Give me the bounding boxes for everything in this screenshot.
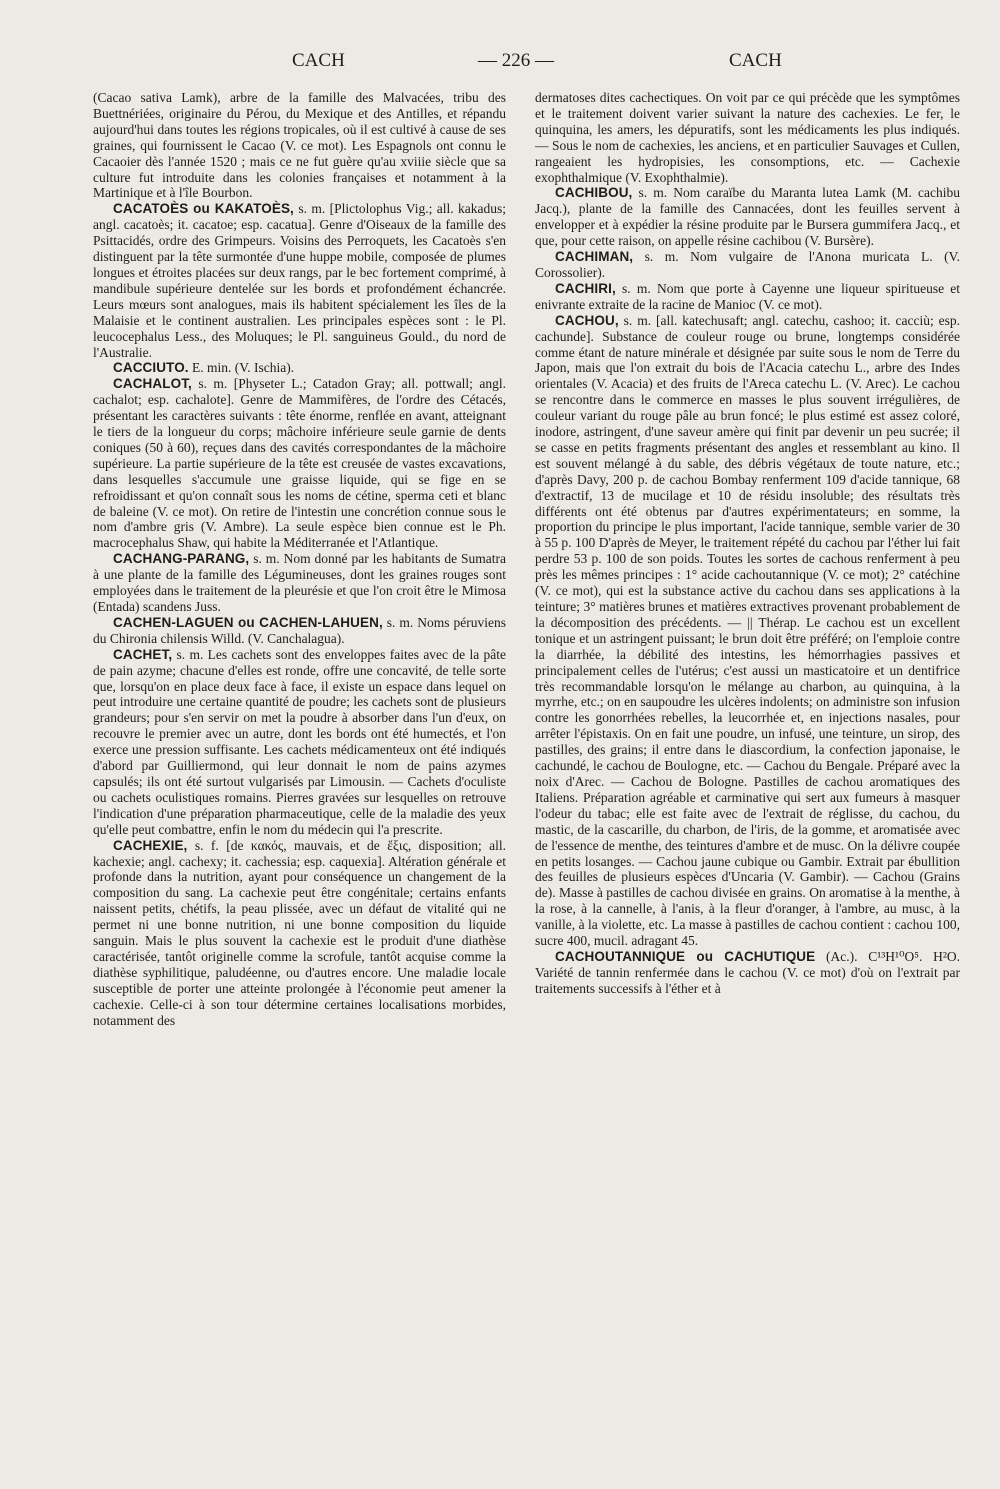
running-head-right: CACH: [729, 50, 782, 71]
entry-cachexie-continued: [535, 90, 960, 185]
entry-body: E. min. (V. Ischia).: [192, 360, 295, 376]
entry-body: s. m. Noms péruviens du Chironia chilensis Willd. (V. Canchalagua).: [93, 614, 506, 646]
entry-cachou: [535, 313, 960, 949]
headword: CACHEXIE,: [113, 837, 188, 853]
entry-cachang-parang: [93, 551, 506, 615]
page-header: [0, 50, 1000, 80]
headword: CACHIMAN,: [555, 249, 634, 265]
page-number: — 226 —: [478, 50, 554, 71]
entry-cachen-laguen: [93, 615, 506, 647]
entry-cachoutannique: [535, 949, 960, 997]
entry-cachiman: [535, 249, 960, 281]
headword: CACHOU,: [555, 312, 619, 328]
running-head-left: CACH: [292, 50, 345, 71]
entry-body: s. m. Nom que porte à Cayenne une liqueur spiritueuse et enivrante extraite de la racine de Manioc (V. ce mot).: [535, 280, 961, 312]
headword: CACCIUTO.: [113, 360, 189, 376]
entry-body: s. m. Les cachets sont des enveloppes faites avec de la pâte de pain azyme; chacune d'elles est ronde, offre une concavité, de telle sorte que, lorsqu'on en place deux face à face, il existe un espace dans lequel on peut introduire une certaine quantité de poudre; les cachets sont de plusieurs grandeurs; pour s'en servir on met la poudre à absorber dans l'un d'eux, on recouvre le premier avec un autre, dont les bords ont été humectés, et l'on exerce une pression suffisante. Les cachets médicamenteux ont été indiqués d'abord par Guilliermond, qui leur donnait le nom de pains azymes capsulés; ils ont été surtout vulgarisés par Limousin. — Cachets d'oculiste ou cachets oculistiques romains. Pierres gravées sur lesquelles on retrouve l'indication d'une préparation pharmaceutique, celle de la maladie des yeux qu'elle peut combattre, enfin le nom du médecin qui l'a prescrite.: [93, 646, 506, 837]
headword: CACHALOT,: [113, 376, 192, 392]
headword: CACHANG-PARANG,: [113, 551, 250, 567]
entry-cacciuto: [93, 360, 506, 376]
entry-cacatoes: [93, 201, 506, 360]
entry-cachibou: [535, 185, 960, 249]
entry-body: s. m. [all. katechusaft; angl. catechu, cashoo; it. cacciù; esp. cachunde]. Substance de couleur rouge ou brune, longtemps considérée comme étant de nature minérale et désignée par suite sous le nom de Terre du Japon, mais que l'on extrait du bois de l'Acacia catechu L., arbre des Indes orientales (V. Acacia) et des fruits de l'Areca catechu L. (V. Arec). Le cachou se rencontre dans le commerce en masses le plus souvent irrégulières, de couleur variant du rouge pâle au brun foncé; le plus estimé est assez coloré, inodore, astringent, d'une saveur amère qui finit par devenir un peu sucrée; il se casse en petits fragments présentant des angles et ressemblant au kino. Il est souvent mélangé à du sable, des débris végétaux de toute nature, etc.; d'après Davy, 200 p. de cachou Bombay renferment 109 d'acide tannique, 68 d'extractif, 13 de mucilage et 10 de résidu insoluble; des résultats très différents ont été obtenus par d'autres expérimentateurs; en somme, la proportion du principe le plus important, l'acide tannique, semble varier de 30 à 55 p. 100 D'après de Meyer, le traitement répété du cachou par l'éther lui fait perdre 53 p. 100 de son poids. Toutes les sortes de cachous renferment à peu près les mêmes principes : 1° acide cachoutannique (V. ce mot); 2° catéchine (V. ce mot), qui est la substance active du cachou dans ses applications à la teinture; 3° matières brunes et matières extractives provenant probablement de la décomposition des précédents. — || Thérap. Le cachou est un excellent tonique et un astringent puissant; le brun doit être préféré; on l'emploie contre la diarrhée, la débilité des intestins, les hémorrhagies passives et principalement celles de l'utérus; c'est aussi un masticatoire et un dentifrice très recommandable lorsqu'on le mélange au charbon, au quinquina, à la myrrhe, etc.; on en saupoudre les ulcères indolents; on administre son infusion contre les gonorrhées rebelles, la leucorrhée et, en injections nasales, pour arrêter l'épistaxis. On en fait une poudre, un infusé, une teinture, un sirop, des pastilles, des grains; il entre dans le diascordium, la confection japonaise, le cachundé, le cachou de Boulogne, etc. — Cachou du Bengale. Préparé avec la noix d'Arec. — Cachou de Bologne. Pastilles de cachou aromatiques des Italiens. Préparation agréable et carminative qui sert aux fumeurs à masquer l'odeur du tabac; elle est faite avec de l'extrait de réglisse, du cachou, du mastic, de la cascarille, du charbon, de l'iris, de la gomme, et aromatisée avec de l'essence de menthe, des teintures d'ambre et de musc. On la délivre coupée en petits losanges. — Cachou jaune cubique ou Gambir. Extrait par ébullition des feuilles de plusieurs espèces d'Uncaria (V. Gambir). — Cachou (Grains de). Masse à pastilles de cachou divisée en grains. On aromatise à la menthe, à la rose, à la cannelle, à l'anis, à la fleur d'oranger, à l'ambre, au musc, à la vanille, à la violette, etc. La masse à pastilles de cachou contient : cachou 100, sucre 400, mucil. adragant 45.: [535, 312, 960, 949]
entry-body: dermatoses dites cachectiques. On voit par ce qui précède que les symptômes et le traitement doivent varier suivant la nature des cachexies. Le fer, le quinquina, les amers, les dépuratifs, sont les médicaments les plus indiqués. — Sous le nom de cachexies, les anciens, et en particulier Sauvages et Cullen, rangeaient les hydropisies, les consomptions, etc. — Cachexie exophthalmique (V. Exophthalmie).: [535, 90, 960, 185]
entry-cachalot: [93, 376, 506, 551]
entry-body: (Ac.). C¹³H¹⁰O⁵. H²O. Variété de tannin renfermée dans le cachou (V. ce mot) d'où on l'extrait par traitements successifs à l'éther et à: [535, 948, 960, 996]
entry-body: s. m. Nom donné par les habitants de Sumatra à une plante de la famille des Légumineuses, dont les graines rouges sont employées dans le traitement de la pleurésie et que l'on croit être le Mimosa (Entada) scandens Juss.: [93, 551, 507, 614]
headword: CACHOUTANNIQUE ou CACHUTIQUE: [555, 948, 816, 964]
entry-body: s. m. [Physeter L.; Catadon Gray; all. pottwall; angl. cachalot; esp. cachalote]. Genre de Mammifères, de l'ordre des Cétacés, présentant les caractères suivants : tête énorme, renflée en avant, atteignant le tiers de la longueur du corps; mâchoire inférieure seule garnie de dents coniques (50 à 60), reçues dans des cavités correspondantes de la mâchoire supérieure. La partie supérieure de la tête est creusée de vastes excavations, dans lesquelles s'accumule une graisse liquide, qui se fige en se refroidissant et qu'on connaît sous les noms de cétine, sperma ceti et blanc de baleine (V. ce mot). On retire de l'intestin une concrétion connue sous le nom d'ambre gris (V. Ambre). La seule espèce bien connue est le Ph. macrocephalus Shaw, qui habite la Méditerranée et l'Atlantique.: [93, 376, 507, 551]
entry-cacaoier-continued: (Cacao sativa Lamk), arbre de la famille des Malvacées, tribu des Buettnériées, originaire du Pérou, du Mexique et des Antilles, et répandu aujourd'hui dans toutes les régions tropicales, où il est cultivé à cause de ses graines, qui fournissent le Cacao (V. ce mot). Les Espagnols ont connu le Cacaoier dès l'année 1520 ; mais ce ne fut guère qu'au xviiie siècle que sa culture fut introduite dans les colonies françaises et notamment à la Martinique et à l'île Bourbon.: [93, 90, 506, 201]
entry-body: s. f. [de κακός, mauvais, et de ἕξις, disposition; all. kachexie; angl. cachexy; it. cachessia; esp. caquexia]. Altération générale et profonde dans la nutrition, ayant pour conséquence un changement de la composition du sang. La cachexie peut être congénitale; certains enfants naissent petits, chétifs, la peau plissée, avec un défaut de vitalité qui ne permet ni une bonne nutrition, ni une bonne composition du liquide sanguin. Mais le plus souvent la cachexie est le produit d'une diathèse caractérisée, tantôt originelle comme la scrofule, tantôt acquise comme la diathèse syphilitique, paludéenne, ou d'autres encore. Une maladie locale susceptible de porter une atteinte prolongée à l'économie peut amener la cachexie. Celle-ci à son tour détermine certaines localisations morbides, notamment des: [93, 837, 506, 1028]
entry-body: s. m. [Plictolophus Vig.; all. kakadus; angl. cacatoès; it. cacatoe; esp. cacatua]. Genre d'Oiseaux de la famille des Psittacidés, ordre des Grimpeurs. Voisins des Perroquets, les Cacatoès s'en distinguent par la tête surmontée d'une huppe mobile, composée de plumes longues et étroites placées sur deux rangs, par le bec fortement comprimé, à mandibule supérieure dentelée sur les bords et profondément échancrée. Leurs mœurs sont analogues, mais ils habitent spécialement les îles de la Malaisie et le continent australien. Les principales espèces sont : le Pl. leucocephalus Less., des Moluques; le Pl. sanguineus Gould., du nord de l'Australie.: [93, 201, 507, 360]
headword: CACATOÈS ou KAKATOÈS,: [113, 201, 294, 217]
entry-body: s. m. Nom caraïbe du Maranta lutea Lamk (M. cachibu Jacq.), plante de la famille des Cannacées, dont les feuilles servent à envelopper et à expédier la résine produite par le Bursera gummifera Jacq., et que, pour cette raison, on appelle résine cachibou (V. Bursère).: [535, 185, 960, 249]
entry-cachet: [93, 647, 506, 838]
right-column: [535, 90, 960, 997]
left-column: [93, 90, 506, 1028]
headword: CACHET,: [113, 646, 173, 662]
entry-body: s. m. Nom vulgaire de l'Anona muricata L. (V. Corossolier).: [535, 249, 960, 280]
entry-cachiri: [535, 281, 960, 313]
headword: CACHEN-LAGUEN ou CACHEN-LAHUEN,: [113, 614, 383, 630]
headword: CACHIBOU,: [555, 185, 633, 201]
entry-cachexie: [93, 838, 506, 1029]
headword: CACHIRI,: [555, 280, 616, 296]
